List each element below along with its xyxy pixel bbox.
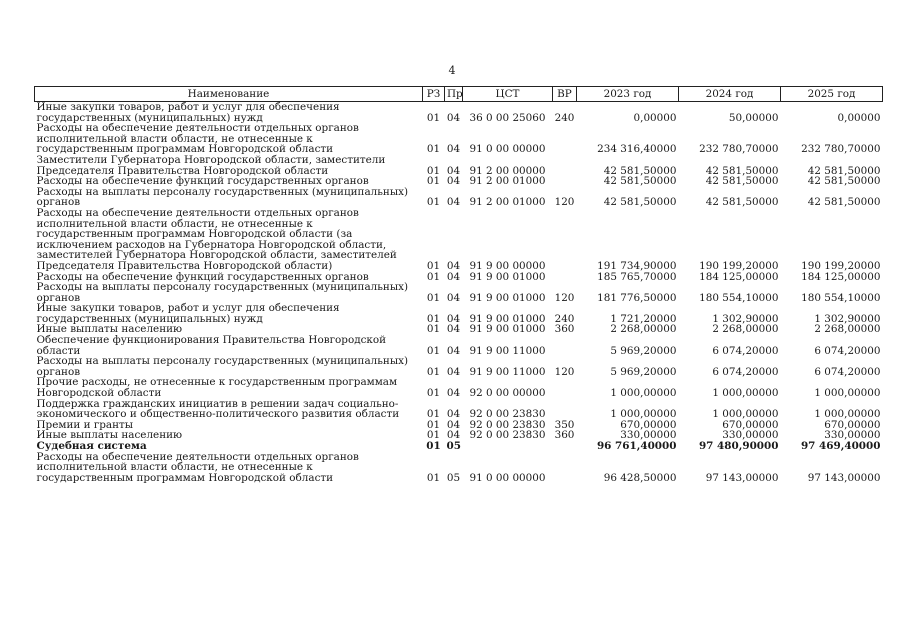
row-2025-amount: 42 581,50000 xyxy=(807,175,881,188)
row-name: Расходы на выплаты персоналу государственных (муниципальных) органов xyxy=(36,281,409,304)
row-pr: 04 xyxy=(446,111,461,124)
row-vr xyxy=(553,176,577,187)
row-name: Расходы на обеспечение деятельности отдельных органов исполнительной власти области, не отнесенные к государственным программам Новгородской области xyxy=(36,450,359,484)
row-name: Расходы на обеспечение деятельности отдельных органов исполнительной власти области, не отнесенные к государственным программам Новгородской области xyxy=(36,122,359,156)
row-name: Иные закупки товаров, работ и услуг для обеспечения государственных (муниципальных) нужд xyxy=(36,101,340,124)
row-rz: 01 xyxy=(426,408,441,421)
row-2025-amount: 330,00000 xyxy=(824,429,881,442)
row-2023-amount: 670,00000 xyxy=(620,418,677,431)
row-rz: 01 xyxy=(426,164,441,177)
table-row xyxy=(35,282,883,303)
row-vr: 240 xyxy=(554,312,575,325)
row-2024-amount: 1 302,90000 xyxy=(712,312,779,325)
table-row xyxy=(35,399,883,420)
row-2024-amount: 232 780,70000 xyxy=(699,143,779,156)
row-2023-amount: 1 000,00000 xyxy=(610,408,677,421)
row-2025-amount: 184 125,00000 xyxy=(801,270,881,283)
header-2023: 2023 год xyxy=(577,87,679,102)
row-name: Иные выплаты населению xyxy=(36,323,183,336)
row-rz: 01 xyxy=(426,143,441,156)
row-vr: 120 xyxy=(554,196,575,209)
row-vr: 120 xyxy=(554,291,575,304)
row-cst: 36 0 00 25060 xyxy=(469,111,546,124)
row-name: Иные закупки товаров, работ и услуг для обеспечения государственных (муниципальных) нужд xyxy=(36,302,340,325)
row-2024-amount: 6 074,20000 xyxy=(712,344,779,357)
row-cst: 91 9 00 01000 xyxy=(469,323,546,336)
row-pr: 04 xyxy=(446,270,461,283)
row-rz: 01 xyxy=(426,259,441,272)
row-2024-amount: 42 581,50000 xyxy=(705,164,779,177)
row-2024-amount: 190 199,20000 xyxy=(699,259,779,272)
row-pr: 04 xyxy=(446,291,461,304)
row-pr: 04 xyxy=(446,143,461,156)
row-2023-amount: 5 969,20000 xyxy=(610,344,677,357)
row-2024-amount: 42 581,50000 xyxy=(705,196,779,209)
row-2023-amount: 2 268,00000 xyxy=(610,323,677,336)
row-rz: 01 xyxy=(426,111,441,124)
row-cst: 91 9 00 01000 xyxy=(469,312,546,325)
row-2025-amount: 42 581,50000 xyxy=(807,196,881,209)
table-row xyxy=(35,356,883,377)
row-pr: 04 xyxy=(446,365,461,378)
row-rz: 01 xyxy=(426,471,441,484)
row-vr: 350 xyxy=(554,418,575,431)
row-2025-amount: 2 268,00000 xyxy=(814,323,881,336)
row-rz: 01 xyxy=(426,312,441,325)
row-2023-amount: 42 581,50000 xyxy=(603,196,677,209)
row-2025-amount: 97 143,00000 xyxy=(807,471,881,484)
row-2025-amount: 1 000,00000 xyxy=(814,408,881,421)
row-2025-amount: 97 469,40000 xyxy=(800,440,881,452)
row-2024-amount: 42 581,50000 xyxy=(705,175,779,188)
row-cst xyxy=(463,441,553,452)
row-pr: 04 xyxy=(446,429,461,442)
header-pr: Пр xyxy=(445,87,463,102)
row-2025-amount: 180 554,10000 xyxy=(801,291,881,304)
row-2024-amount: 670,00000 xyxy=(722,418,779,431)
row-pr: 04 xyxy=(446,164,461,177)
row-2023-amount: 96 428,50000 xyxy=(603,471,677,484)
header-name: Наименование xyxy=(35,87,423,102)
row-vr xyxy=(553,399,577,420)
row-2023-amount: 330,00000 xyxy=(620,429,677,442)
row-2024-amount: 97 143,00000 xyxy=(705,471,779,484)
row-vr xyxy=(553,155,577,176)
row-2024-amount: 6 074,20000 xyxy=(712,365,779,378)
row-2023-amount: 0,00000 xyxy=(633,111,677,124)
row-vr xyxy=(553,377,577,398)
row-pr: 04 xyxy=(446,418,461,431)
row-rz: 01 xyxy=(426,323,441,336)
row-vr: 240 xyxy=(554,111,575,124)
row-pr: 04 xyxy=(446,196,461,209)
row-rz: 01 xyxy=(426,344,441,357)
row-vr: 360 xyxy=(554,323,575,336)
row-2025-amount: 670,00000 xyxy=(824,418,881,431)
table-row xyxy=(35,155,883,176)
row-cst: 91 9 00 01000 xyxy=(469,291,546,304)
table-row xyxy=(35,303,883,324)
table-row xyxy=(35,123,883,155)
row-vr xyxy=(553,272,577,283)
row-2025-amount: 6 074,20000 xyxy=(814,365,881,378)
row-pr: 04 xyxy=(446,323,461,336)
row-name: Поддержка гражданских инициатив в решении задач социально-экономического и общественно-политического развития области xyxy=(36,397,400,421)
row-rz: 01 xyxy=(426,387,441,400)
row-name: Расходы на обеспечение деятельности отдельных органов исполнительной власти области, не отнесенные к государственным программам Новгородской области (за исключением расходов на Губернатора Новгородской области, заместителей Губернатора Новгородской области, заместителей Председателя Правительства Новгородской области) xyxy=(36,206,397,272)
row-2023-amount: 42 581,50000 xyxy=(603,175,677,188)
row-name: Судебная система xyxy=(36,440,147,452)
row-pr: 04 xyxy=(446,259,461,272)
header-cst: ЦСТ xyxy=(463,87,553,102)
row-pr: 04 xyxy=(446,175,461,188)
row-2023-amount: 185 765,70000 xyxy=(597,270,677,283)
row-vr xyxy=(553,452,577,484)
row-name: Расходы на выплаты персоналу государственных (муниципальных) органов xyxy=(36,185,409,209)
table-row xyxy=(35,441,883,452)
row-cst: 91 9 00 00000 xyxy=(469,259,546,272)
row-2025-amount: 1 000,00000 xyxy=(814,387,881,400)
table-row xyxy=(35,208,883,272)
row-2023-amount: 5 969,20000 xyxy=(610,365,677,378)
row-2025-amount: 0,00000 xyxy=(837,111,881,124)
row-cst: 91 2 00 01000 xyxy=(469,196,546,209)
page-number: 4 xyxy=(448,64,456,77)
row-rz: 01 xyxy=(426,365,441,378)
row-2023-amount: 191 734,90000 xyxy=(597,259,677,272)
table-row xyxy=(35,102,883,124)
row-cst: 91 0 00 00000 xyxy=(469,471,546,484)
row-name: Обеспечение функционирования Правительства Новгородской области xyxy=(36,334,387,357)
row-cst: 91 2 00 01000 xyxy=(469,175,546,188)
row-2023-amount: 181 776,50000 xyxy=(597,291,677,304)
row-cst: 91 9 00 11000 xyxy=(469,365,546,378)
row-pr: 04 xyxy=(446,387,461,400)
row-2023-amount: 1 000,00000 xyxy=(610,387,677,400)
row-pr: 05 xyxy=(446,471,461,484)
row-cst: 91 2 00 00000 xyxy=(469,164,546,177)
row-2025-amount: 6 074,20000 xyxy=(814,344,881,357)
row-vr xyxy=(553,208,577,272)
row-2025-amount: 42 581,50000 xyxy=(807,164,881,177)
row-pr: 04 xyxy=(446,312,461,325)
row-2023-amount: 234 316,40000 xyxy=(597,143,677,156)
row-2024-amount: 330,00000 xyxy=(722,429,779,442)
row-2024-amount: 184 125,00000 xyxy=(699,270,779,283)
row-vr: 360 xyxy=(554,429,575,442)
row-pr: 05 xyxy=(446,440,461,452)
row-rz: 01 xyxy=(426,196,441,209)
row-rz: 01 xyxy=(426,175,441,188)
row-vr xyxy=(553,335,577,356)
row-rz: 01 xyxy=(426,440,441,452)
header-2025: 2025 год xyxy=(781,87,883,102)
row-name: Расходы на выплаты персоналу государственных (муниципальных) органов xyxy=(36,355,409,378)
header-vr: ВР xyxy=(553,87,577,102)
row-vr: 120 xyxy=(554,365,575,378)
row-cst: 91 0 00 00000 xyxy=(469,143,546,156)
row-cst: 92 0 00 23830 xyxy=(469,408,546,421)
row-name: Премии и гранты xyxy=(36,418,134,431)
row-name: Иные выплаты населению xyxy=(36,429,183,442)
row-2024-amount: 1 000,00000 xyxy=(712,408,779,421)
row-2024-amount: 97 480,90000 xyxy=(698,440,779,452)
row-name: Расходы на обеспечение функций государственных органов xyxy=(36,175,369,188)
row-pr: 04 xyxy=(446,344,461,357)
table-row xyxy=(35,377,883,398)
row-2023-amount: 96 761,40000 xyxy=(596,440,677,452)
row-cst: 91 9 00 11000 xyxy=(469,344,546,357)
table-row xyxy=(35,335,883,356)
row-2025-amount: 1 302,90000 xyxy=(814,312,881,325)
row-cst: 92 0 00 23830 xyxy=(469,429,546,442)
row-name: Расходы на обеспечение функций государственных органов xyxy=(36,270,369,283)
row-name: Прочие расходы, не отнесенные к государственным программам Новгородской области xyxy=(36,376,398,400)
row-2024-amount: 180 554,10000 xyxy=(699,291,779,304)
row-2023-amount: 42 581,50000 xyxy=(603,164,677,177)
budget-table xyxy=(34,86,883,483)
row-cst: 92 0 00 23830 xyxy=(469,418,546,431)
row-rz: 01 xyxy=(426,291,441,304)
row-name: Заместители Губернатора Новгородской области, заместители Председателя Правительства Новгородской области xyxy=(36,153,386,177)
table-row xyxy=(35,187,883,208)
row-2025-amount: 190 199,20000 xyxy=(801,259,881,272)
row-cst: 91 9 00 01000 xyxy=(469,270,546,283)
row-rz: 01 xyxy=(426,418,441,431)
row-vr xyxy=(553,441,577,452)
row-2025-amount: 232 780,70000 xyxy=(801,143,881,156)
row-rz: 01 xyxy=(426,429,441,442)
row-2023-amount: 1 721,20000 xyxy=(610,312,677,325)
row-pr: 04 xyxy=(446,408,461,421)
row-cst: 92 0 00 00000 xyxy=(469,387,546,400)
row-vr xyxy=(553,123,577,155)
table-header-row xyxy=(35,87,883,102)
row-2024-amount: 50,00000 xyxy=(728,111,779,124)
row-rz: 01 xyxy=(426,270,441,283)
header-2024: 2024 год xyxy=(679,87,781,102)
header-rz: РЗ xyxy=(423,87,445,102)
row-2024-amount: 2 268,00000 xyxy=(712,323,779,336)
table-row xyxy=(35,452,883,484)
row-2024-amount: 1 000,00000 xyxy=(712,387,779,400)
